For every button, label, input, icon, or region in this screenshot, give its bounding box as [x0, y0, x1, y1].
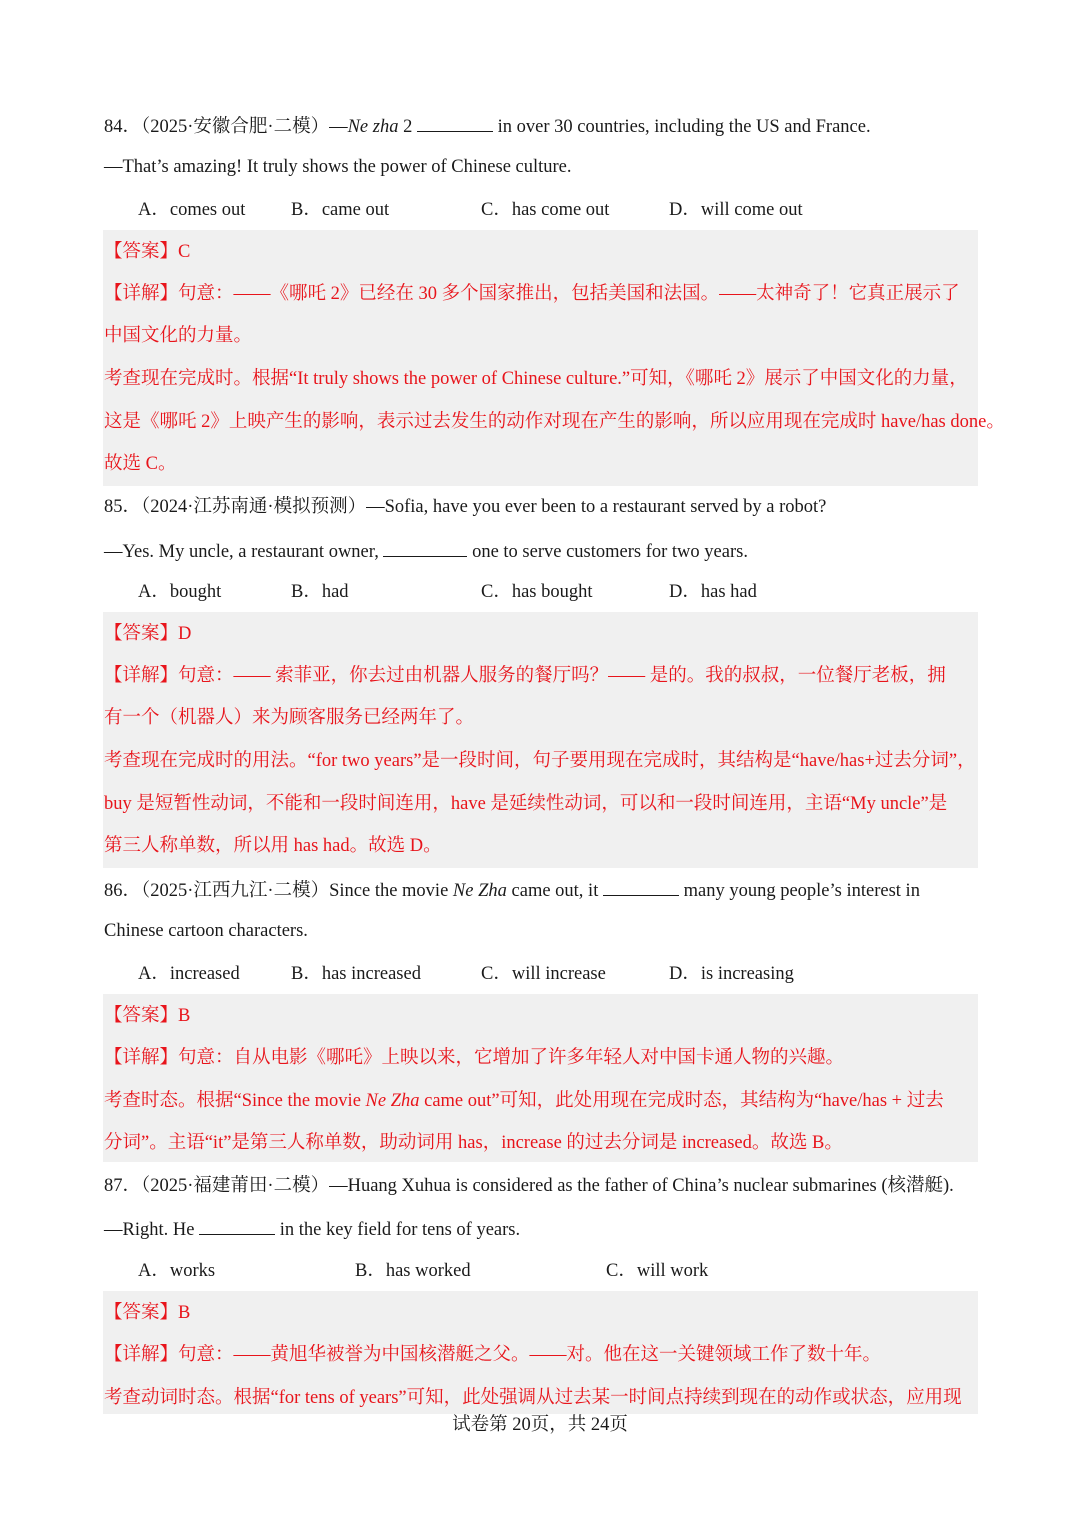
question-87-stem: 87．（2025·福建莆田·二模）—Huang Xuhua is considered as the father of China’s nuclear submarines (核潜艇).	[104, 1176, 954, 1196]
question-source: （2024·江苏南通·模拟预测）	[141, 497, 367, 517]
question-source: （2025·福建莆田·二模）	[141, 1176, 330, 1196]
question-source: （2025·江西九江·二模）	[141, 881, 330, 901]
movie-title: Ne Zha	[452, 881, 507, 901]
question-number: 87．	[104, 1176, 142, 1196]
option-a: A．works	[138, 1261, 216, 1281]
option-d: D．has had	[669, 582, 757, 602]
detail-84-line4: 这是《哪吒 2》上映产生的影响，表示过去发生的动作对现在产生的影响，所以应用现在完成时 have/has done。	[104, 412, 1005, 432]
question-number: 86．	[104, 881, 142, 901]
detail-87-line1: 【详解】句意：——黄旭华被誉为中国核潜艇之父。——对。他在这一关键领域工作了数十年。	[104, 1345, 882, 1365]
option-b: B．has worked	[355, 1261, 471, 1281]
answer-85: 【答案】D	[104, 624, 192, 644]
option-c: C．will increase	[481, 964, 606, 984]
detail-85-line2: 有一个（机器人）来为顾客服务已经两年了。	[104, 708, 475, 728]
detail-85-line4: buy 是短暂性动词，不能和一段时间连用，have 是延续性动词，可以和一段时间连用，主语“My uncle”是	[104, 794, 948, 814]
option-c: C．has bought	[481, 582, 593, 602]
detail-86-line2: 考查时态。根据“Since the movie Ne Zha came out”可知，此处用现在完成时态，其结构为“have/has + 过去	[104, 1091, 944, 1111]
question-85-line2: —Yes. My uncle, a restaurant owner, one to serve customers for two years.	[104, 538, 984, 564]
answer-block-84	[103, 230, 978, 486]
page-footer: 试卷第 20页，共 24页	[452, 1415, 628, 1435]
detail-84-line1: 【详解】句意：——《哪吒 2》已经在 30 多个国家推出，包括美国和法国。——太神奇了！它真正展示了	[104, 284, 960, 304]
question-number: 84．	[104, 117, 142, 137]
answer-blank	[199, 1216, 275, 1235]
answer-84: 【答案】C	[104, 242, 191, 262]
option-b: B．has increased	[291, 964, 421, 984]
detail-86-line3: 分词”。主语“it”是第三人称单数，助动词用 has，increase 的过去分词是 increased。故选 B。	[104, 1133, 843, 1153]
answer-86: 【答案】B	[104, 1006, 191, 1026]
question-84-stem: 84．（2025·安徽合肥·二模）—Ne zha 2 in over 30 countries, including the US and France.	[104, 113, 984, 139]
option-a: A．increased	[138, 964, 240, 984]
question-86-line2: Chinese cartoon characters.	[104, 921, 308, 941]
option-d: D．is increasing	[669, 964, 794, 984]
answer-blank	[417, 113, 493, 132]
question-84-line2: —That’s amazing! It truly shows the power of Chinese culture.	[104, 157, 572, 177]
detail-84-line3: 考查现在完成时。根据“It truly shows the power of Chinese culture.”可知，《哪吒 2》展示了中国文化的力量，	[104, 369, 968, 389]
detail-86-line1: 【详解】句意：自从电影《哪吒》上映以来，它增加了许多年轻人对中国卡通人物的兴趣。	[104, 1048, 845, 1068]
option-d: D．will come out	[669, 200, 803, 220]
option-c: C．will work	[606, 1261, 709, 1281]
question-86-stem: 86．（2025·江西九江·二模）Since the movie Ne Zha came out, it many young people’s interest in	[104, 877, 984, 903]
movie-title: Ne zha	[347, 117, 399, 137]
detail-87-line2: 考查动词时态。根据“for tens of years”可知，此处强调从过去某一时间点持续到现在的动作或状态，应用现	[104, 1388, 962, 1408]
answer-block-85	[103, 612, 978, 868]
question-source: （2025·安徽合肥·二模）	[141, 117, 330, 137]
answer-blank	[383, 538, 467, 557]
option-a: A．comes out	[138, 200, 246, 220]
option-b: B．had	[291, 582, 349, 602]
option-b: B．came out	[291, 200, 390, 220]
detail-85-line5: 第三人称单数，所以用 has had。故选 D。	[104, 836, 442, 856]
answer-blank	[603, 877, 679, 896]
option-c: C．has come out	[481, 200, 610, 220]
detail-84-line5: 故选 C。	[104, 454, 177, 474]
question-85-stem: 85．（2024·江苏南通·模拟预测）—Sofia, have you ever been to a restaurant served by a robot?	[104, 497, 827, 517]
detail-84-line2: 中国文化的力量。	[104, 326, 253, 346]
detail-85-line1: 【详解】句意：—— 索菲亚，你去过由机器人服务的餐厅吗？—— 是的。我的叔叔，一位餐厅老板，拥	[104, 666, 946, 686]
option-a: A．bought	[138, 582, 222, 602]
question-87-line2: —Right. He in the key field for tens of years.	[104, 1216, 984, 1242]
question-number: 85．	[104, 497, 142, 517]
detail-85-line3: 考查现在完成时的用法。“for two years”是一段时间，句子要用现在完成时，其结构是“have/has+过去分词”，	[104, 751, 976, 771]
answer-87: 【答案】B	[104, 1303, 191, 1323]
